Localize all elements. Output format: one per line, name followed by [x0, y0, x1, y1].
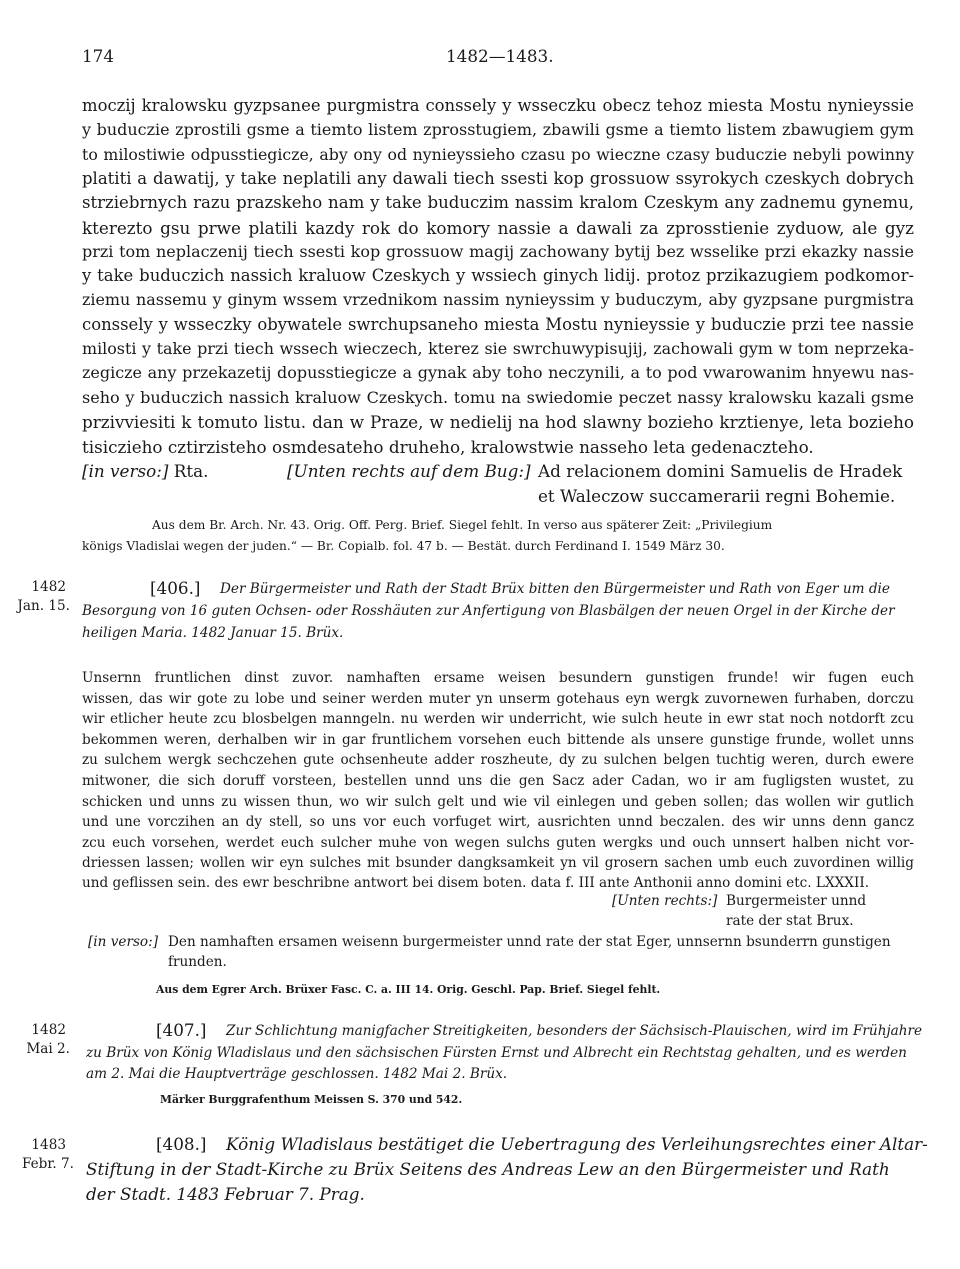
- margin-year-408: 1483: [31, 1137, 66, 1153]
- source-note-2: königs Vladislai wegen der juden.“ — Br. Copialb. fol. 47 b. — Bestät. durch Ferdinand I. 1549 März 30.: [82, 539, 725, 553]
- page-number: 174: [82, 46, 115, 66]
- document-number-406: [406.]: [150, 578, 201, 598]
- margin-date-406: Jan. 15.: [17, 598, 70, 614]
- doc406-line: wissen, das wir gote zu lobe und seiner werden muter yn unserm gotehaus eyn wergk zuvornewen furhaben, dorczu: [82, 690, 914, 707]
- page-header-years: 1482—1483.: [446, 46, 554, 66]
- doc1-line: seho y buduczich nassich kraluow Czeskych. tomu na swiedomie peczet nassy kralowsku kazali gsme: [82, 387, 914, 407]
- verso-address-406-line-1: Den namhaften ersamen weisenn burgermeister unnd rate der stat Eger, unnsernn bsunderrn gunstigen: [168, 934, 891, 950]
- summary-406-line-1: Der Bürgermeister und Rath der Stadt Brüx bitten den Bürgermeister und Rath von Eger um die: [220, 581, 890, 597]
- source-note-407: Märker Burggrafenthum Meissen S. 370 und 542.: [160, 1093, 463, 1106]
- summary-406-line-3: heiligen Maria. 1482 Januar 15. Brüx.: [82, 625, 344, 641]
- document-last-line: tisiczieho cztirzisteho osmdesateho druheho, kralowstwie nasseho leta gedenaczteho.: [82, 437, 814, 457]
- margin-date-407: Mai 2.: [26, 1041, 70, 1057]
- doc406-line: driessen lassen; wollen wir eyn sulches mit bsunder dangksamkeit yn vil grosern sachen umb euch zuvordinen willig: [82, 855, 914, 872]
- source-note-406: Aus dem Egrer Arch. Brüxer Fasc. C. a. III 14. Orig. Geschl. Pap. Brief. Siegel fehlt.: [156, 983, 661, 996]
- verso-label: [in verso:]: [82, 461, 169, 481]
- doc1-line: kterezto gsu prwe platili kazdy rok do komory nassie a dawali za zprosstienie zyduow, ale gyz: [82, 217, 914, 238]
- doc406-line: wir etlicher heute zcu blosbelgen manngeln. nu werden wir underricht, wie sulch heute in ewr stat noch notdorft zcu: [82, 711, 914, 728]
- margin-year-406: 1482: [31, 579, 66, 595]
- bug-label: [Unten rechts auf dem Bug:]: [287, 461, 531, 481]
- margin-year-407: 1482: [31, 1022, 66, 1038]
- summary-408-line-2: Stiftung in der Stadt-Kirche zu Brüx Seitens des Andreas Lew an den Bürgermeister und Rath: [86, 1159, 890, 1179]
- source-note-1: Aus dem Br. Arch. Nr. 43. Orig. Off. Perg. Brief. Siegel fehlt. In verso aus späterer Zeit: „Privilegium: [152, 518, 773, 532]
- doc1-line: moczij kralowsku gyzpsanee purgmistra conssely y wsseczku obecz tehoz miesta Mostu nynieyssie: [82, 96, 914, 115]
- doc1-line: przi tom neplaczenij tiech ssesti kop grossuow magij zachowany bytij bez wsselike przi ekazky nassie: [82, 241, 914, 261]
- doc406-line: mitwoner, die sich doruff vorsteen, bestellen unnd uns die gen Sacz ader Cadan, wo ir am fugligsten wustet, zu: [82, 773, 914, 789]
- doc1-line: conssely y wsseczky obywatele swrchupsaneho miesta Mostu nynieyssie y buduczie przi tee nassie: [82, 314, 914, 334]
- doc1-line: ziemu nassemu y ginym wssem vrzednikom nassim nynieyssim y buduczym, aby gyzpsane purgmistra: [82, 290, 914, 310]
- relation-line-1: Ad relacionem domini Samuelis de Hradek: [538, 461, 903, 481]
- verso-label-406: [in verso:]: [88, 934, 158, 950]
- doc406-line: schicken und unns zu wissen thun, wo wir sulch gelt und wie vil einlegen und geben sollen; das wollen wir gutlich: [82, 793, 914, 810]
- doc1-line: zegicze any przekazetij dopusstiegicze a gynak aby toho neczynili, a to pod vwarowanim hnyewu nas-: [82, 363, 914, 383]
- signature-406-line-1: Burgermeister unnd: [726, 893, 867, 909]
- relation-line-2: et Waleczow succamerarii regni Bohemie.: [538, 486, 896, 506]
- doc406-line: Unsernn fruntlichen dinst zuvor. namhaften ersame weisen besundern gunstigen frunde! wir fugen euch: [82, 670, 914, 686]
- doc1-line: milosti y take przi tiech wssech wieczech, kterez sie swrchuwypisujij, zachowali gym w tom neprzeka-: [82, 339, 914, 358]
- doc406-line: bekommen weren, derhalben wir in gar fruntlichem vorsehen euch bittende als unsere gunstige frunde, wollet unns: [82, 731, 914, 748]
- doc1-line: strziebrnych razu prazskeho nam y take buduczim nassim kralom Czeskym any zadnemu gynemu,: [82, 193, 914, 213]
- doc406-line: zu sulchem wergk sechczehen gute ochsenheute adder roszheute, dy zu sulchen belgen tuchtig weren, durch ewere: [82, 752, 914, 769]
- summary-406-line-2: Besorgung von 16 guten Ochsen- oder Rosshäuten zur Anfertigung von Blasbälgen der neuen Orgel in der Kirche der: [82, 603, 895, 619]
- doc406-line: und une vorczihen an dy stell, so uns vor euch vorfuget wirt, ausrichten unnd beczalen. des wir unns denn gancz: [82, 814, 914, 831]
- verso-address-406-line-2: frunden.: [168, 954, 227, 970]
- doc1-line: przivviesiti k tomuto listu. dan w Praze, w nedielij na hod slawny bozieho krztienye, leta bozieho: [82, 411, 914, 432]
- summary-408-line-3: der Stadt. 1483 Februar 7. Prag.: [86, 1184, 365, 1204]
- margin-date-408: Febr. 7.: [21, 1156, 74, 1172]
- bottom-right-label-406: [Unten rechts:]: [612, 893, 718, 909]
- verso-note: [82, 461, 208, 481]
- summary-407-line-2: zu Brüx von König Wladislaus und den sächsischen Fürsten Ernst und Albrecht ein Rechtstag gehalten, und es werden: [86, 1045, 907, 1061]
- doc406-line: zcu euch vorsehen, werdet euch sulcher muhe von wegen sulchs guten wergks und ouch unnsert halben nicht vor-: [82, 834, 914, 851]
- document-number-407: [407.]: [156, 1020, 207, 1040]
- verso-text: Rta.: [173, 461, 209, 481]
- summary-407-line-3: am 2. Mai die Hauptverträge geschlossen. 1482 Mai 2. Brüx.: [86, 1066, 508, 1082]
- doc1-line: to milostiwie odpusstiegicze, aby ony od nynieyssieho czasu po wieczne czasy buduczie nebyli powinny: [82, 144, 914, 164]
- doc1-line: y take buduczich nassich kraluow Czeskych y wssiech ginych lidij. protoz przikazugiem podkomor-: [82, 266, 914, 286]
- signature-406-line-2: rate der stat Brux.: [726, 913, 854, 929]
- doc1-line: platiti a dawatij, y take neplatili any dawali tiech ssesti kop grossuow ssyrokych czeskych dobrych: [82, 168, 914, 188]
- summary-408-line-1: König Wladislaus bestätiget die Uebertragung des Verleihungsrechtes einer Altar-: [226, 1134, 928, 1154]
- document-406-last-line: und geflissen sein. des ewr beschribne antwort bei disem boten. data f. III ante Anthonii anno domini etc. LXXXII.: [82, 875, 870, 891]
- document-number-408: [408.]: [156, 1134, 207, 1154]
- doc1-line: y buduczie zprostili gsme a tiemto listem zprosstugiem, zbawili gsme a tiemto listem zbawugiem gym: [82, 120, 914, 140]
- summary-407-line-1: Zur Schlichtung manigfacher Streitigkeiten, besonders der Sächsisch-Plauischen, wird im Frühjahre: [226, 1023, 923, 1039]
